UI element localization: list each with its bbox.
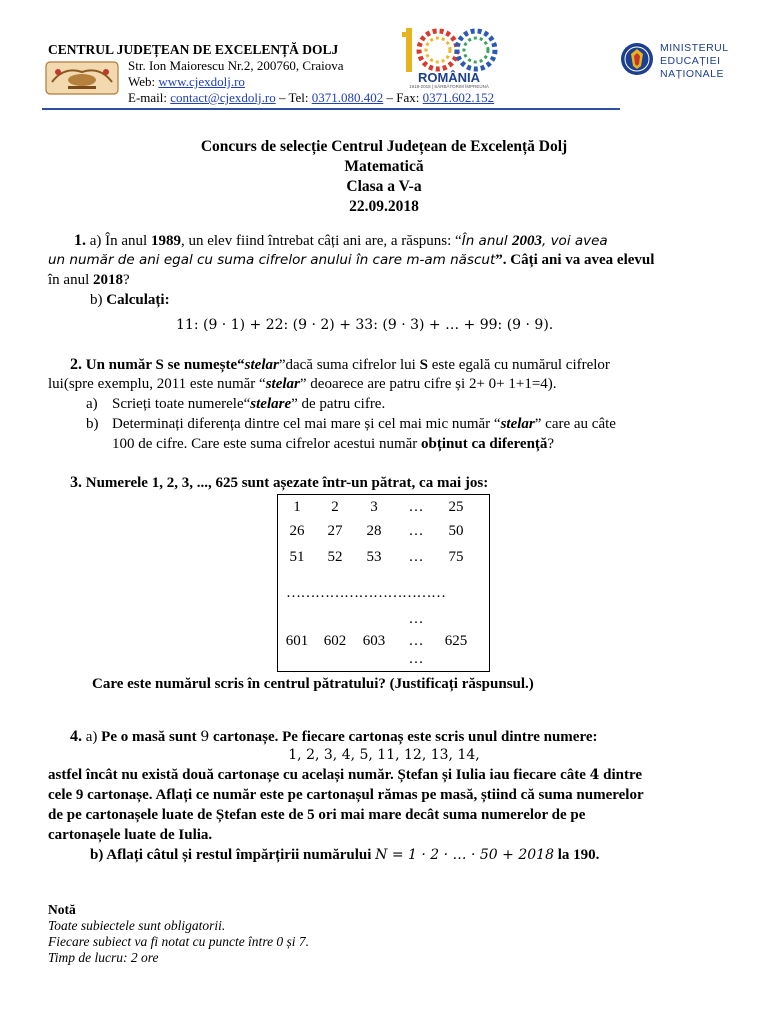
p4-l3-b: dintre (599, 767, 643, 783)
number-square (277, 494, 490, 672)
subject-title: Matematică (344, 158, 424, 175)
p2-l1-a: Un număr S se numește“ (82, 357, 245, 373)
grid-cell: 52 (327, 549, 343, 565)
grid-cell: … (408, 633, 424, 649)
problem-2-a-text (112, 396, 385, 413)
problem-3-line-1 (70, 474, 488, 492)
fax-link[interactable]: 0371.602.152 (422, 90, 495, 105)
p2-l2-stelar: stelar (265, 376, 300, 392)
grid-cell: 25 (448, 499, 464, 515)
tel-link[interactable]: 0371.080.402 (311, 90, 384, 105)
p2-a-text2: ” de patru cifre. (291, 396, 386, 412)
problem-2-number: 2. (70, 356, 82, 373)
ministry-line2: EDUCAȚIEI (660, 55, 721, 67)
problem-3-question: Care este numărul scris în centrul pătratului? (Justificați răspunsul.) (92, 676, 534, 692)
grid-cell: 603 (362, 633, 386, 649)
p4-a-text1: Pe o masă sunt (101, 729, 201, 745)
p4-b-text2: la 190. (553, 847, 600, 863)
problem-1-line-2 (48, 252, 654, 269)
problem-4-line-3 (48, 767, 642, 784)
p1-year-2018: 2018 (93, 272, 123, 288)
p4-b-text1: b) Aflați câtul și restul împărțirii numărului (90, 847, 376, 863)
problem-4-numbers: 1, 2, 3, 4, 5, 11, 12, 13, 14, (288, 747, 480, 763)
p2-l2-a: lui(spre exemplu, 2011 este număr “ (48, 376, 266, 392)
problem-2-line-2 (48, 376, 557, 393)
p2-l1-c: este egală cu numărul cifrelor (427, 357, 610, 373)
problem-1-line-3 (48, 272, 130, 289)
email-link[interactable]: contact@cjexdolj.ro (170, 90, 276, 105)
p2-b-line1-a: Determinați diferența dintre cel mai mare și cel mai mic număr “ (112, 416, 501, 432)
p2-l1-s: S (419, 357, 428, 373)
grid-dots: … (408, 651, 424, 667)
problem-3-number: 3. (70, 474, 82, 491)
fax-label: – Fax: (383, 90, 423, 105)
problem-4-line-6: cartonașele luate de Iulia. (48, 827, 213, 843)
p2-b-label: b) (86, 416, 99, 432)
grid-cell: 625 (444, 633, 468, 649)
p1-b-label: b) (90, 292, 107, 308)
p2-l1-b: ”dacă suma cifrelor lui (278, 357, 420, 373)
grid-cell: 75 (448, 549, 464, 565)
grid-cell: 1 (293, 499, 301, 515)
grid-cell: 3 (370, 499, 378, 515)
p2-a-label: a) (86, 396, 98, 412)
grade-title: Clasa a V-a (346, 178, 422, 195)
p1-line3-b: ? (123, 272, 130, 288)
institution-name: CENTRUL JUDEȚEAN DE EXCELENȚĂ DOLJ (48, 42, 339, 57)
p2-l1-stelar: stelar (244, 357, 279, 373)
problem-2-b-line-2 (112, 436, 554, 453)
centenar-text: ROMÂNIA (417, 70, 481, 85)
contact-line (128, 90, 494, 106)
p2-b-line2-b: obținut ca diferență (421, 436, 548, 452)
ministry-crest-icon (620, 42, 654, 76)
grid-cell: 53 (366, 549, 382, 565)
p3-text: Numerele 1, 2, 3, ..., 625 sunt așezate într-un pătrat, ca mai jos: (82, 475, 489, 491)
cjex-logo (44, 58, 120, 98)
web-link[interactable]: www.cjexdolj.ro (158, 74, 245, 89)
date-title: 22.09.2018 (349, 198, 419, 215)
p1-quote-a: În anul (461, 233, 512, 249)
p4-a-lead: a) (82, 729, 102, 745)
grid-dots: … (408, 611, 424, 627)
problem-2-a (86, 396, 98, 413)
p4-l3-four: 4 (589, 767, 600, 783)
nota-line-1: Toate subiectele sunt obligatorii. (48, 918, 226, 933)
p4-b-formula: N = 1 · 2 · … · 50 + 2018 (375, 847, 554, 863)
grid-cell: 51 (289, 549, 305, 565)
grid-cell: … (408, 499, 424, 515)
web-label: Web: (128, 74, 159, 89)
nota-title: Notă (48, 902, 76, 917)
web-line (128, 74, 245, 90)
p2-a-text1: Scrieți toate numerele“ (112, 396, 251, 412)
p4-nine: 9 (200, 729, 210, 745)
header-divider (42, 108, 620, 110)
p1-quote-line2: un număr de ani egal cu suma cifrelor anului în care m-am născut (48, 252, 496, 268)
grid-cell: 50 (448, 523, 464, 539)
p2-b-line1-b: ” care au câte (534, 416, 616, 432)
p4-l3-a: astfel încât nu există două cartonașe cu același număr. Ștefan și Iulia iau fiecare câte (48, 767, 590, 783)
p1-after-quote: ”. Câți ani va avea elevul (495, 252, 655, 268)
problem-2-b-line-1 (112, 416, 616, 433)
ministry-name (660, 42, 729, 81)
p2-a-stelare: stelare (250, 396, 292, 412)
contest-title: Concurs de selecție Centrul Județean de Excelență Dolj (200, 138, 568, 155)
grid-cell: 2 (331, 499, 339, 515)
p1-b-text: Calculați: (106, 292, 170, 308)
problem-2-b (86, 416, 99, 433)
problem-4-b (90, 847, 599, 864)
ministry-line3: NAȚIONALE (660, 68, 725, 80)
problem-4-number: 4. (70, 728, 82, 745)
grid-cell: 28 (366, 523, 382, 539)
p2-b-line2-c: ? (547, 436, 555, 452)
grid-cell: 601 (285, 633, 309, 649)
tel-label: – Tel: (275, 90, 312, 105)
centenar-logo (398, 24, 500, 90)
p1-a-mid: , un elev fiind întrebat câți ani are, a răspuns: “ (180, 233, 462, 249)
problem-4-line-4: cele 9 cartonașe. Aflați ce număr este pe cartonașul rămas pe masă, știind că suma numerelor (48, 787, 644, 803)
problem-1-formula: 11: (9 · 1) + 22: (9 · 2) + 33: (9 · 3) + … + 99: (9 · 9). (176, 317, 554, 333)
p2-l2-b: ” deoarece are patru cifre și 2+ 0+ 1+1=4). (299, 376, 557, 392)
p2-b-line2-a: 100 de cifre. Care este suma cifrelor acestui număr (112, 436, 422, 452)
p1-line3-a: în anul (48, 272, 93, 288)
grid-cell: 602 (323, 633, 347, 649)
problem-1-b (90, 292, 170, 309)
problem-1-number: 1. (74, 232, 86, 249)
problem-2-line-1 (70, 356, 610, 374)
grid-cell: … (408, 523, 424, 539)
grid-cell: … (408, 549, 424, 565)
grid-cell: 26 (289, 523, 305, 539)
grid-cell: 27 (327, 523, 343, 539)
p1-year-1989: 1989 (150, 233, 181, 249)
p2-b-stelar: stelar (500, 416, 535, 432)
email-label: E-mail: (128, 90, 171, 105)
grid-dots-line: …………………………… (286, 585, 446, 601)
p4-a-text2: cartonașe. Pe fiecare cartonaș este scris unul dintre numere: (209, 729, 598, 745)
p1-a-lead: a) În anul (86, 233, 151, 249)
problem-4-line-5: de pe cartonașele luate de Ștefan este de 5 ori mai mare decât suma numerelor de pe (48, 807, 586, 823)
nota-line-2: Fiecare subiect va fi notat cu puncte între 0 și 7. (48, 934, 310, 949)
problem-1-line-1 (74, 232, 608, 250)
problem-4-line-1 (70, 728, 598, 746)
p1-year-2003: 2003 (511, 233, 542, 249)
centenar-subtext: 1918-2018 | SĂRBĂTORIM ÎMPREUNĂ (409, 84, 489, 89)
ministry-line1: MINISTERUL (660, 42, 729, 54)
institution-address: Str. Ion Maiorescu Nr.2, 200760, Craiova (128, 58, 344, 73)
p1-quote-b: , voi avea (541, 233, 608, 249)
nota-line-3: Timp de lucru: 2 ore (48, 950, 159, 965)
